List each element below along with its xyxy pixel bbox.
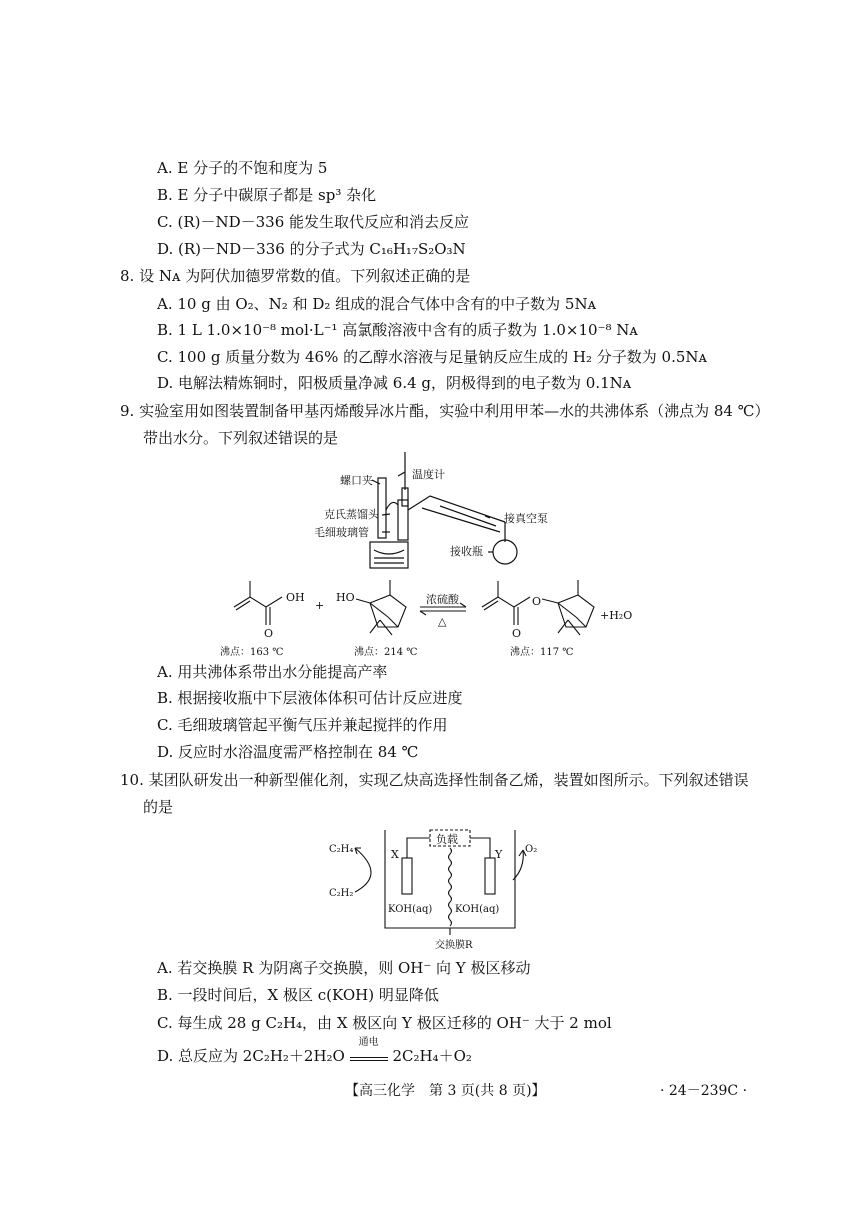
q10-option-a: A. 若交换膜 R 为阴离子交换膜，则 OH⁻ 向 Y 极区移动 <box>157 959 531 977</box>
label-ho: HO <box>336 591 355 604</box>
label-o2: O₂ <box>525 844 538 855</box>
q10-option-d <box>157 1037 472 1066</box>
label-koh-right: KOH(aq) <box>455 904 500 915</box>
label-thermometer: 温度计 <box>412 468 445 481</box>
label-plus: + <box>315 599 325 612</box>
label-catalyst: 浓硫酸 <box>426 593 459 606</box>
label-bp-acid: 沸点：163 ℃ <box>220 647 284 658</box>
label-carbonyl-o2: O <box>512 627 522 640</box>
label-c2h4: C₂H₄ <box>329 844 354 855</box>
q10-option-d-lhs: D. 总反应为 2C₂H₂＋2H₂O <box>157 1047 345 1065</box>
label-load: 负载 <box>436 833 458 846</box>
label-electrode-y: Y <box>495 848 503 861</box>
label-capillary: 毛细玻璃管 <box>314 526 369 539</box>
label-electrode-x: X <box>391 848 399 861</box>
label-water: +H₂O <box>600 609 633 622</box>
label-heat: △ <box>438 615 447 628</box>
q10-option-d-rhs: 2C₂H₄＋O₂ <box>392 1047 472 1065</box>
label-bp-alcohol: 沸点：214 ℃ <box>354 647 418 658</box>
footer-code: · 24－239C · <box>660 1083 748 1099</box>
label-vacuum-pump: 接真空泵 <box>504 512 548 525</box>
q9-stem-line2: 带出水分。下列叙述错误的是 <box>143 429 339 447</box>
distillation-apparatus-figure <box>300 450 600 575</box>
q10-option-b: B. 一段时间后，X 极区 c(KOH) 明显降低 <box>157 986 439 1004</box>
q8-stem: 8. 设 Nᴀ 为阿伏加德罗常数的值。下列叙述正确的是 <box>120 267 471 285</box>
label-c2h2: C₂H₂ <box>329 888 354 899</box>
esterification-reaction-figure <box>220 575 650 660</box>
label-koh-left: KOH(aq) <box>388 904 433 915</box>
label-oh: OH <box>286 591 305 604</box>
q7-option-b: B. E 分子中碳原子都是 sp³ 杂化 <box>157 186 377 204</box>
q10-stem-line1: 10. 某团队研发出一种新型催化剂，实现乙炔高选择性制备乙烯，装置如图所示。下列叙述错误 <box>120 771 749 789</box>
label-membrane: 交换膜R <box>435 940 473 951</box>
electrolysis-cell-figure <box>325 820 555 955</box>
q9-option-a: A. 用共沸体系带出水分能提高产率 <box>157 663 388 681</box>
q7-option-a: A. E 分子的不饱和度为 5 <box>157 159 328 177</box>
q9-option-c: C. 毛细玻璃管起平衡气压并兼起搅拌的作用 <box>157 716 448 734</box>
q8-option-c: C. 100 g 质量分数为 46% 的乙醇水溶液与足量钠反应生成的 H₂ 分子数为 0.5Nᴀ <box>157 348 707 366</box>
condition-label: 通电 <box>358 1037 379 1048</box>
label-receiver-flask: 接收瓶 <box>450 545 483 558</box>
q10-option-c: C. 每生成 28 g C₂H₄，由 X 极区向 Y 极区迁移的 OH⁻ 大于 2 mol <box>157 1014 612 1032</box>
q7-option-d: D. (R)－ND－336 的分子式为 C₁₆H₁₇S₂O₃N <box>157 240 466 258</box>
label-ester-o: O <box>532 595 542 608</box>
footer-page-info: 【高三化学 第 3 页(共 8 页)】 <box>345 1083 546 1099</box>
q9-option-b: B. 根据接收瓶中下层液体体积可估计反应进度 <box>157 689 463 707</box>
q8-option-d: D. 电解法精炼铜时，阳极质量净减 6.4 g，阴极得到的电子数为 0.1Nᴀ <box>157 374 632 392</box>
electrolysis-condition <box>350 1037 388 1061</box>
q8-option-b: B. 1 L 1.0×10⁻⁸ mol·L⁻¹ 高氯酸溶液中含有的质子数为 1.0×10⁻⁸ Nᴀ <box>157 321 638 339</box>
label-clamp: 螺口夹 <box>340 474 373 487</box>
q9-stem-line1: 9. 实验室用如图装置制备甲基丙烯酸异冰片酯，实验中利用甲苯—水的共沸体系（沸点为 84 ℃） <box>120 402 770 420</box>
label-claisen-head: 克氏蒸馏头 <box>324 508 379 521</box>
q10-stem-line2: 的是 <box>143 798 174 816</box>
q8-option-a: A. 10 g 由 O₂、N₂ 和 D₂ 组成的混合气体中含有的中子数为 5Nᴀ <box>157 295 597 313</box>
label-bp-ester: 沸点：117 ℃ <box>510 647 574 658</box>
label-carbonyl-o1: O <box>264 627 274 640</box>
q9-option-d: D. 反应时水浴温度需严格控制在 84 ℃ <box>157 743 419 761</box>
equals-bar <box>350 1057 388 1061</box>
q7-option-c: C. (R)－ND－336 能发生取代反应和消去反应 <box>157 213 470 231</box>
